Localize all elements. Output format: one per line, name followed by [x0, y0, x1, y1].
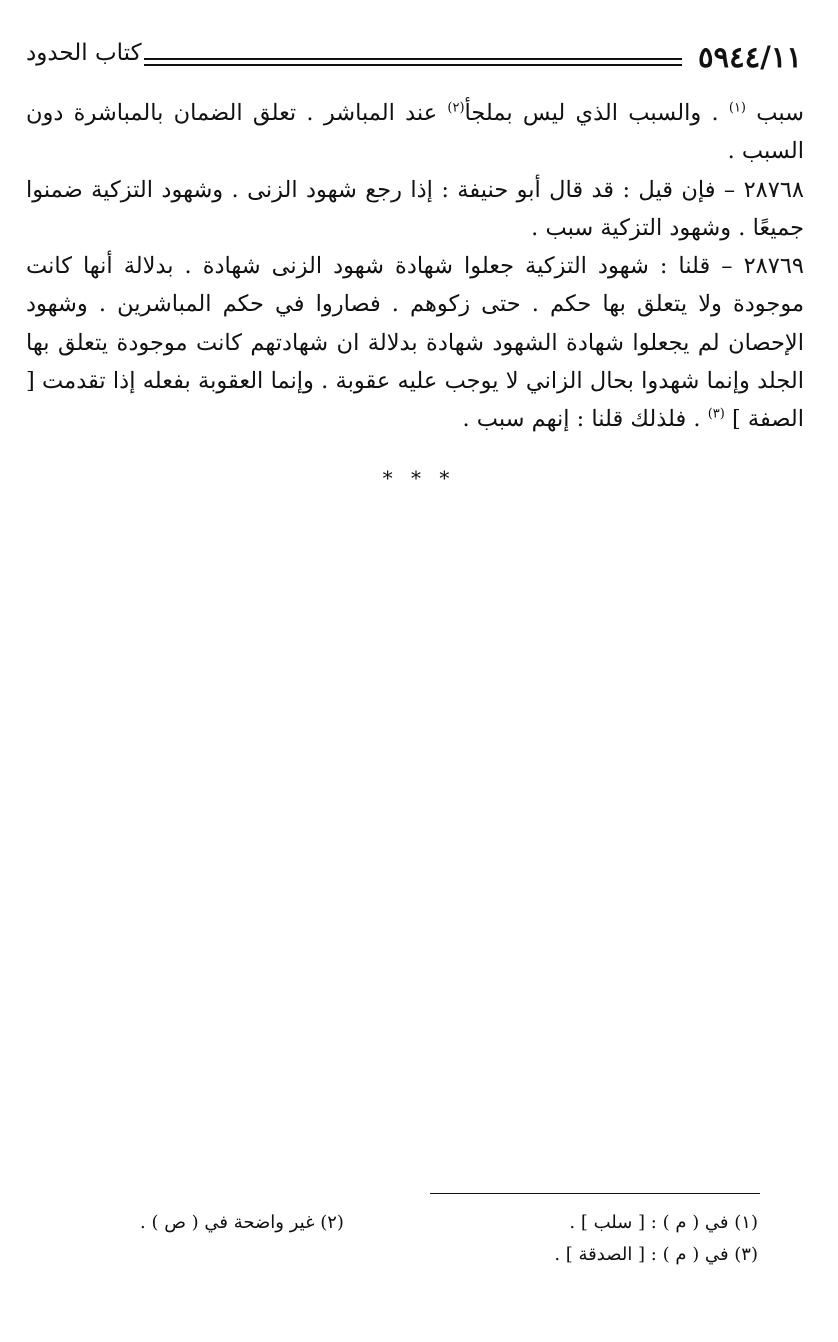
footnotes [140, 1207, 758, 1271]
footnote-1: (١) في ( م ) : [ سلب ] . [569, 1212, 758, 1233]
page-header [26, 34, 802, 84]
footnote-row-2 [140, 1239, 758, 1271]
footnote-3: (٣) في ( م ) : [ الصدقة ] . [554, 1244, 758, 1265]
footnote-rule [430, 1193, 760, 1194]
header-rule-top [144, 58, 682, 60]
paragraph-3 [26, 247, 804, 438]
paragraph-1 [26, 94, 804, 171]
paragraph-3-text-b: . فلذلك قلنا : إنهم سبب . [462, 406, 708, 433]
body-text [26, 94, 804, 439]
page-reference: ٥٩٤٤/١١ [697, 40, 802, 74]
paragraph-3-text-a: ٢٨٧٦٩ – قلنا : شهود التزكية جعلوا شهادة شهود الزنى شهادة . بدلالة أنها كانت موجودة ولا يتعلق بها حكم . حتى زكوهم . فصاروا في حكم المباشرين . وشهود الإحصان لم يجعلوا شهادة الشهود شهادة بدلالة ان شهادتهم كانت موجودة يتعلق بها الجلد وإنما شهدوا بحال الزاني لا يوجب عليه عقوبة . وإنما العقوبة بفعله إذا تقدمت [ الصفة ] [26, 253, 804, 433]
footnote-ref-2: (٢) [447, 100, 465, 116]
footnote-row-1 [140, 1207, 758, 1239]
book-title: كتاب الحدود [26, 40, 142, 66]
section-separator: * * * [382, 466, 456, 490]
paragraph-2: ٢٨٧٦٨ – فإن قيل : قد قال أبو حنيفة : إذا رجع شهود الزنى . وشهود التزكية ضمنوا جميعًا . وشهود التزكية سبب . [26, 176, 804, 241]
footnote-2: (٢) غير واضحة في ( ص ) . [140, 1212, 344, 1233]
paragraph-1-text-b: . والسبب الذي ليس بملجأ [464, 100, 729, 126]
paragraph-1-text-a: سبب [756, 100, 805, 126]
footnote-ref-3: (٣) [707, 406, 725, 422]
paragraph-1-text-c: عند المباشر . تعلق الضمان بالمباشرة دون السبب . [26, 100, 804, 165]
header-rule-bottom [144, 64, 682, 66]
footnote-ref-1: (١) [728, 100, 746, 116]
